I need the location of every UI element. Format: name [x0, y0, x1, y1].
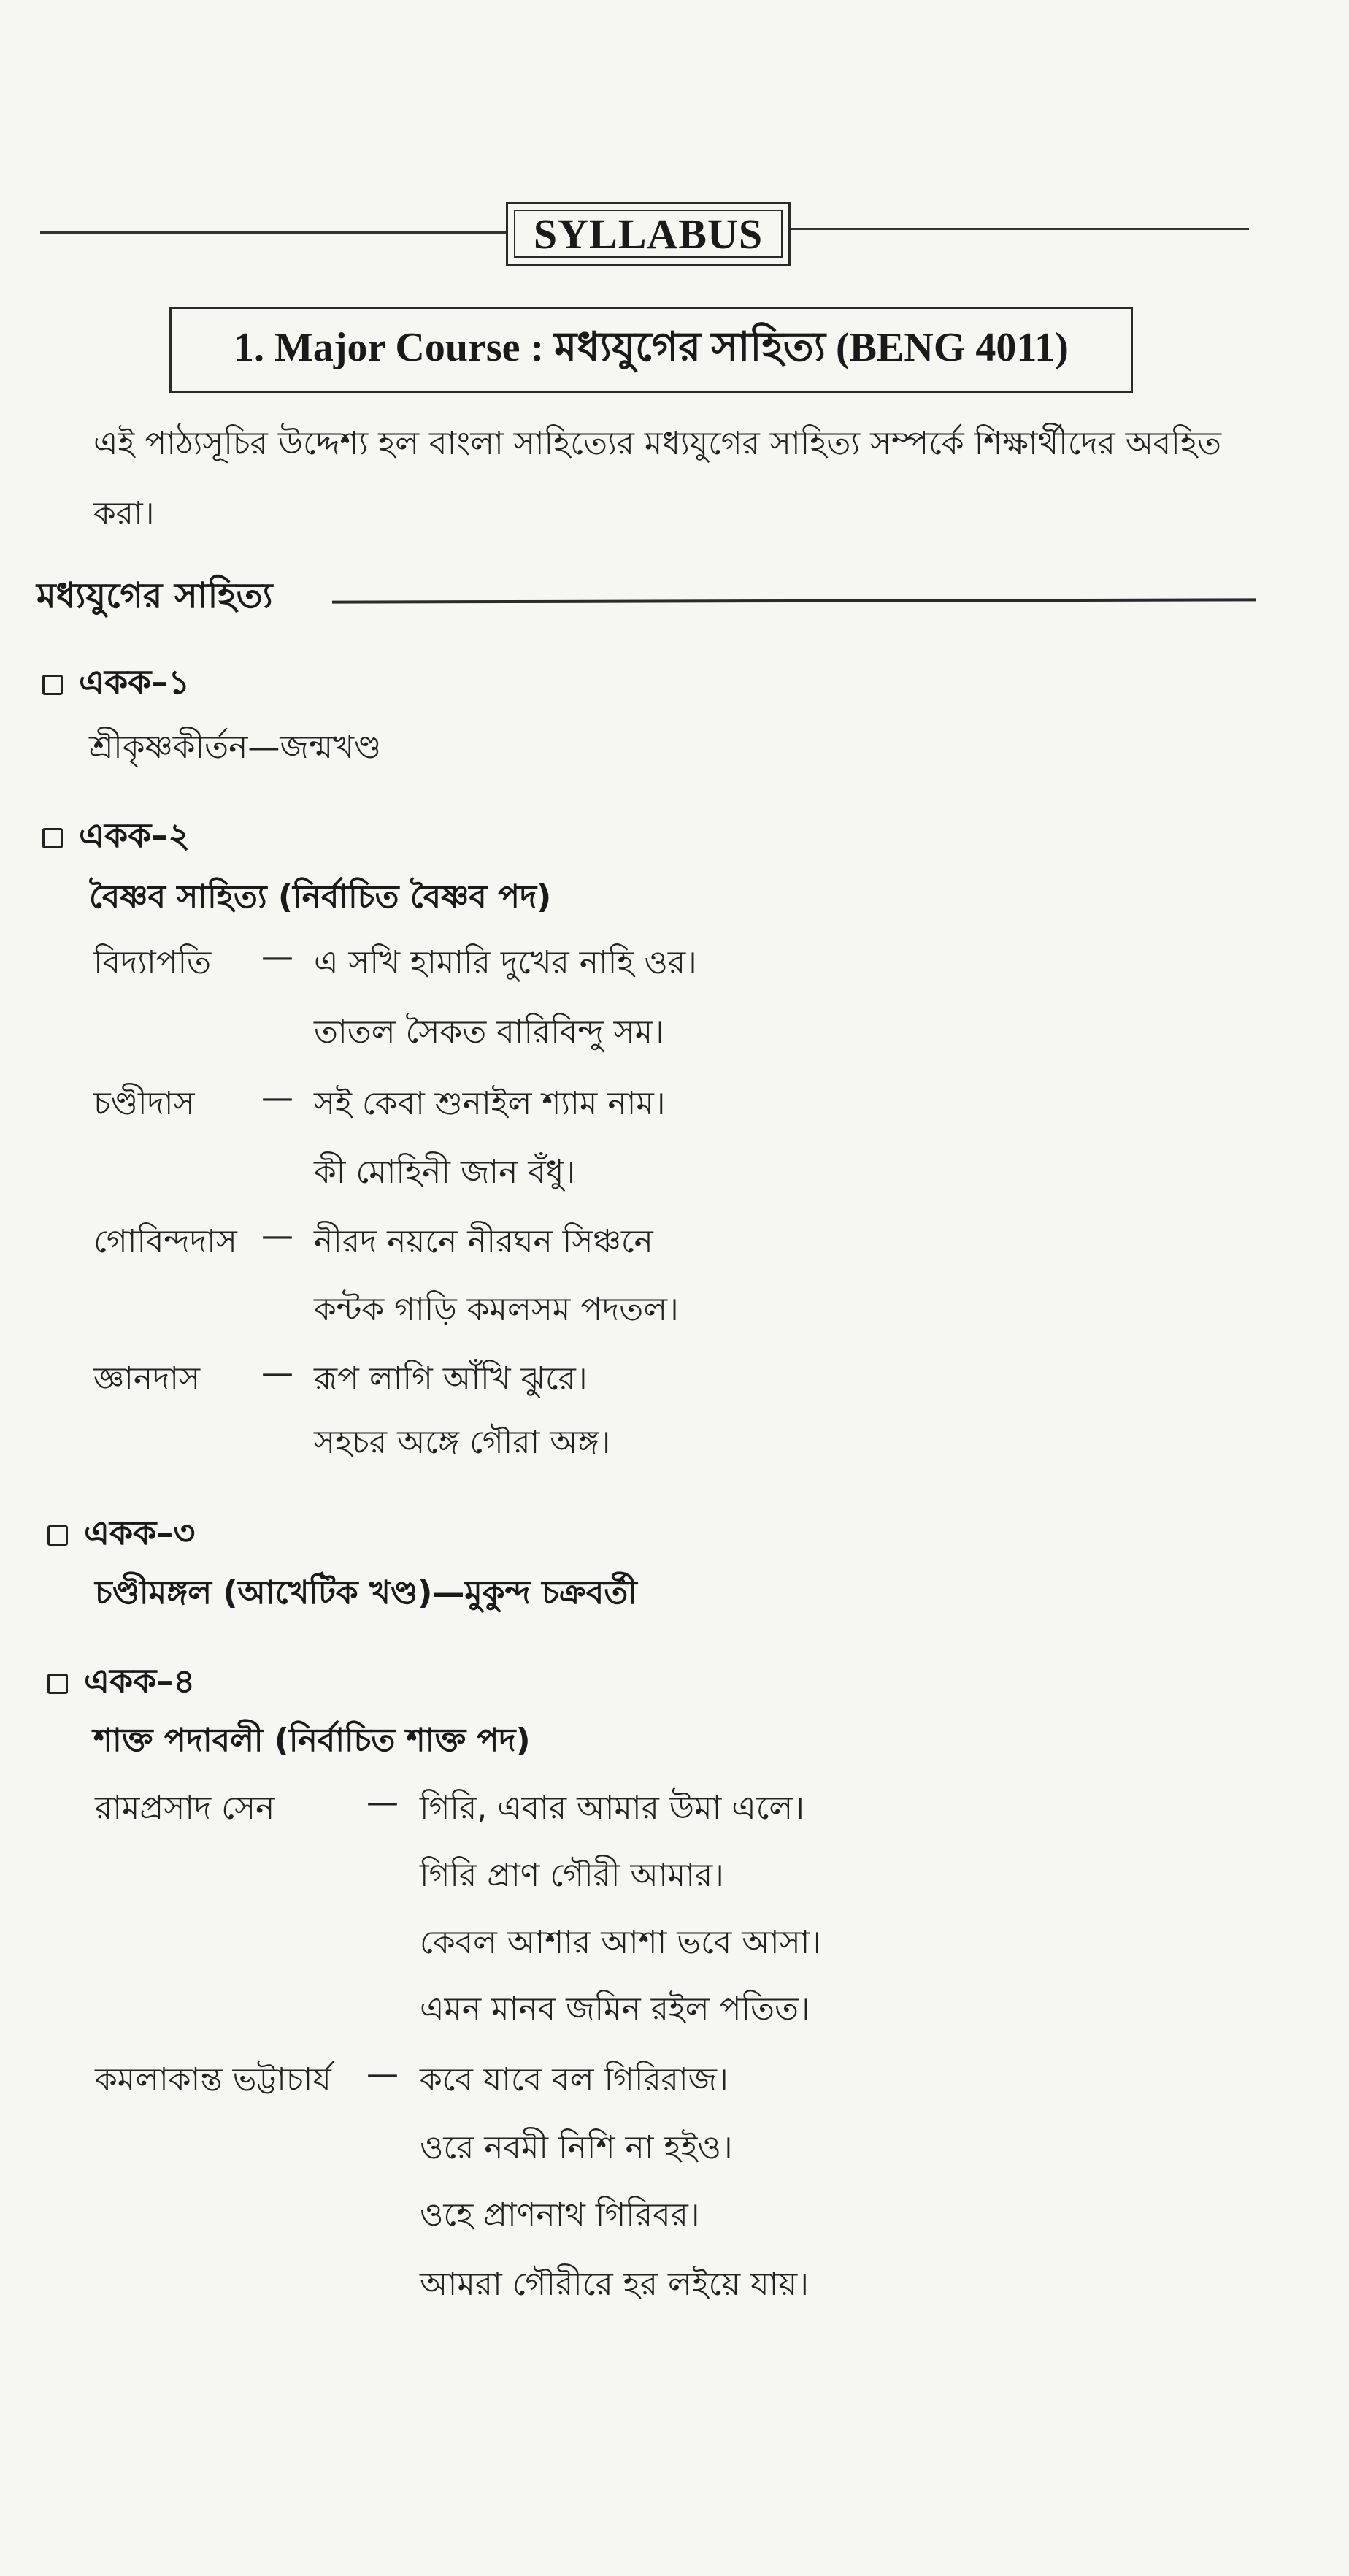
dash-separator: — [261, 1217, 293, 1254]
unit-4-heading [47, 1656, 195, 1711]
poet-name: জ্ঞানদাস [93, 1360, 201, 1398]
header-rule-right [791, 228, 1249, 230]
verse-line: রূপ লাগি আঁখি ঝুরে। [314, 1360, 588, 1398]
verse-line: গিরি প্রাণ গৌরী আমার। [420, 1857, 724, 1894]
poet-name: বিদ্যাপতি [93, 944, 212, 981]
intro-paragraph: এই পাঠ্যসূচির উদ্দেশ্য হল বাংলা সাহিত্যের মধ্যযুগের সাহিত্য সম্পর্কে শিক্ষার্থীদের অবহিত করা। [93, 425, 1222, 532]
unit-4-label: একক–৪ [84, 1661, 196, 1701]
verse-line: কন্টক গাড়ি কমলসম পদতল। [314, 1291, 679, 1328]
verse-line: সহচর অঙ্গে গৌরা অঙ্গ। [314, 1424, 611, 1461]
dash-separator: — [261, 1079, 293, 1116]
verse-line: ওহে প্রাণনাথ গিরিবর। [420, 2196, 700, 2234]
unit-2-subtitle: বৈষ্ণব সাহিত্য (নির্বাচিত বৈষ্ণব পদ) [89, 878, 552, 916]
unit-1-heading [42, 657, 190, 713]
unit-2-label: একক–২ [79, 816, 191, 855]
poet-name: কমলাকান্ত ভট্টাচার্য [95, 2061, 331, 2098]
unit-3-heading [47, 1508, 195, 1563]
verse-line: ওরে নবমী নিশি না হইও। [420, 2129, 733, 2166]
section-heading-rule [332, 598, 1256, 603]
verse-line: আমরা গৌরীরে হর লইয়ে যায়। [420, 2266, 809, 2303]
poet-name: রামপ্রসাদ সেন [95, 1790, 275, 1827]
checkbox-icon [42, 675, 63, 695]
unit-1-text: শ্রীকৃষ্ণকীর্তন—জন্মখণ্ড [89, 729, 382, 766]
verse-line: সই কেবা শুনাইল শ্যাম নাম। [314, 1085, 666, 1122]
course-title: 1. Major Course : মধ্যযুগের সাহিত্য (BENG 4011) [234, 325, 1069, 370]
unit-4-subtitle: শাক্ত পদাবলী (নির্বাচিত শাক্ত পদ) [93, 1722, 531, 1759]
verse-line: এমন মানব জমিন রইল পতিত। [420, 1990, 810, 2028]
unit-3-text: চণ্ডীমঙ্গল (আখেটিক খণ্ড)—মুকুন্দ চক্রবর্তী [95, 1574, 637, 1611]
verse-line: তাতল সৈকত বারিবিন্দু সম। [314, 1013, 664, 1051]
course-title-box [169, 307, 1133, 393]
section-heading: মধ্যযুগের সাহিত্য [36, 575, 273, 616]
verse-line: গিরি, এবার আমার উমা এলে। [420, 1790, 804, 1827]
unit-1-label: একক–১ [79, 662, 191, 702]
syllabus-title: SYLLABUS [533, 210, 764, 258]
poet-name: চণ্ডীদাস [93, 1085, 195, 1122]
dash-separator: — [366, 2055, 399, 2093]
dash-separator: — [261, 938, 293, 975]
checkbox-icon [47, 1674, 68, 1694]
checkbox-icon [47, 1525, 68, 1546]
dash-separator: — [366, 1784, 399, 1821]
verse-line: কেবল আশার আশা ভবে আসা। [420, 1924, 822, 1961]
syllabus-title-box [506, 202, 791, 266]
dash-separator: — [261, 1354, 293, 1392]
verse-line: এ সখি হামারি দুখের নাহি ওর। [314, 944, 697, 981]
verse-line: নীরদ নয়নে নীরঘন সিঞ্চনে [314, 1223, 653, 1260]
verse-line: কী মোহিনী জান বঁধু। [314, 1154, 576, 1191]
header-rule-left [40, 231, 507, 234]
verse-line: কবে যাবে বল গিরিরাজ। [420, 2061, 729, 2098]
checkbox-icon [42, 828, 63, 848]
unit-2-heading [42, 810, 190, 866]
unit-3-label: একক–৩ [84, 1513, 196, 1552]
poet-name: গোবিন্দদাস [93, 1223, 237, 1260]
